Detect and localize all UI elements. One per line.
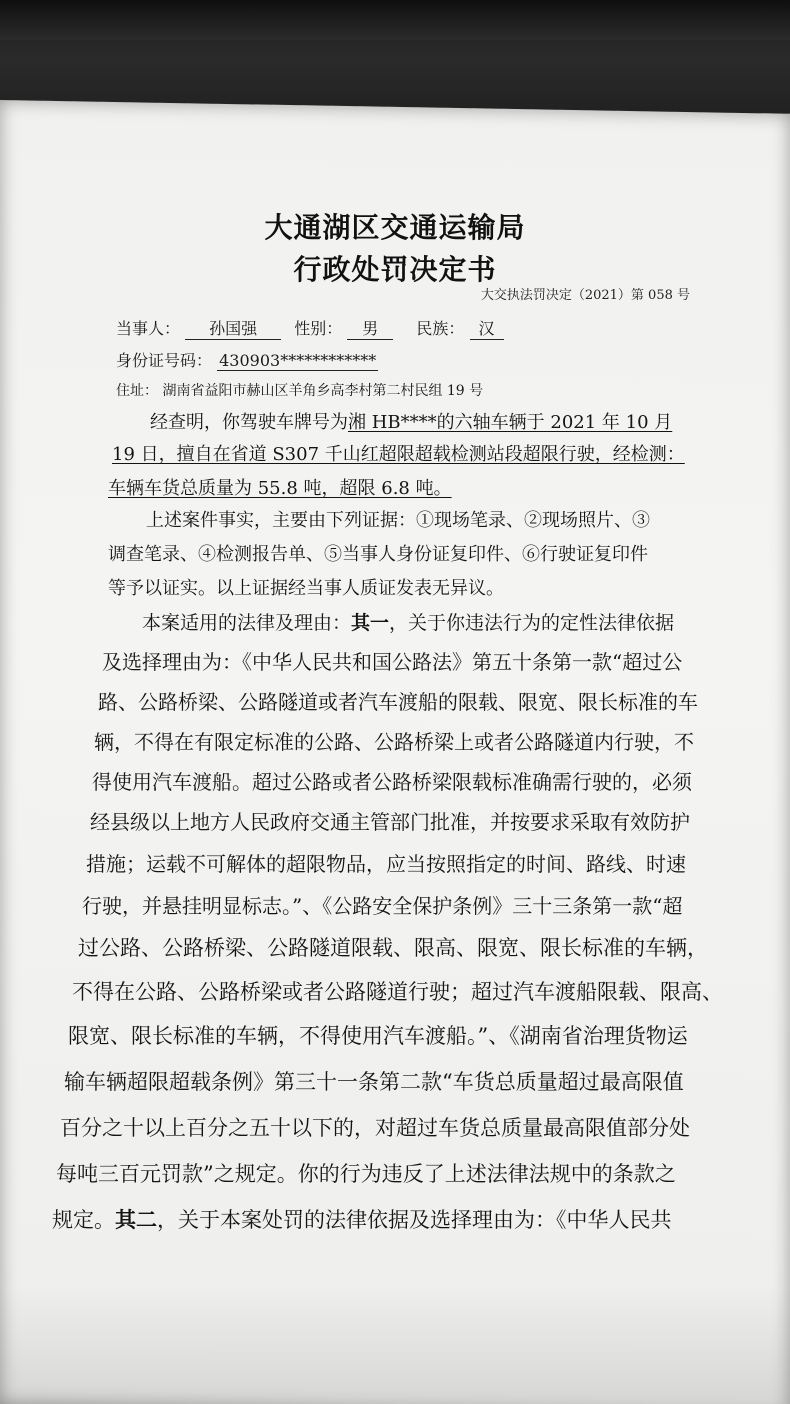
id-number: 430903************ (219, 351, 377, 370)
ethnicity-label: 民族： (416, 319, 465, 338)
address-label: 住址： (116, 383, 158, 399)
law-line-9: 过公路、公路桥梁、公路隧道限载、限高、限宽、限长标准的车辆， (78, 936, 708, 960)
address-value: 湖南省益阳市赫山区羊角乡高李村第二村民组 19 号 (162, 383, 484, 399)
ethnicity-value: 汉 (470, 316, 504, 340)
law-line-11: 限宽、限长标准的车辆，不得使用汽车渡船。”、《湖南省治理货物运 (68, 1024, 688, 1048)
party-name: 孙国强 (185, 316, 281, 340)
law-line-2: 及选择理由为：《中华人民共和国公路法》第五十条第一款“超过公 (102, 650, 683, 674)
law-line-15-rest: ，关于本案处罚的法律依据及选择理由为：《中华人民共 (157, 1208, 672, 1232)
law-line-15 (52, 1204, 672, 1234)
facts-underlined-1: 湘 HB****的六轴车辆于 2021 年 10 月 (348, 412, 673, 433)
document-title-authority: 大通湖区交通运输局 (264, 211, 526, 244)
law-line-5: 得使用汽车渡船。超过公路或者公路桥梁限载标准确需行驶的，必须 (92, 770, 692, 794)
law-line-15-start: 规定。 (52, 1208, 115, 1232)
law-line-8: 行驶，并悬挂明显标志。”、《公路安全保护条例》三十三条第一款“超 (82, 894, 683, 918)
law-line-13: 百分之十以上百分之五十以下的，对超过车货总质量最高限值部分处 (60, 1116, 690, 1140)
law-line-4: 辆，不得在有限定标准的公路、公路桥梁上或者公路隧道内行驶，不 (94, 730, 694, 754)
id-line (116, 348, 378, 371)
law-line-1-rest: ，关于你违法行为的定性法律依据 (389, 612, 675, 634)
document-title-type: 行政处罚决定书 (293, 253, 497, 286)
law-line-1 (142, 608, 674, 635)
id-label: 身份证号码： (116, 351, 213, 370)
bottom-shadow (0, 1284, 790, 1404)
facts-prefix: 经查明，你驾驶车牌号为 (150, 412, 348, 433)
law-line-12: 输车辆超限超载条例》第三十一条第二款“车货总质量超过最高限值 (64, 1070, 684, 1094)
evidence-line-1: 上述案件事实，主要由下列证据：①现场笔录、②现场照片、③ (146, 510, 650, 531)
facts-line-1 (150, 408, 672, 434)
law-line-10: 不得在公路、公路桥梁或者公路隧道行驶；超过汽车渡船限载、限高、 (72, 980, 723, 1004)
law-line-6: 经县级以上地方人民政府交通主管部门批准，并按要求采取有效防护 (90, 810, 690, 834)
facts-line-3: 车辆车货总质量为 55.8 吨，超限 6.8 吨。 (108, 478, 452, 499)
document-number: 大交执法罚决定（2021）第 058 号 (480, 288, 690, 303)
gender-value: 男 (347, 316, 393, 340)
evidence-line-3: 等予以证实。以上证据经当事人质证发表无异议。 (108, 578, 504, 599)
evidence-line-2: 调查笔录、④检测报告单、⑤当事人身份证复印件、⑥行驶证复印件 (108, 544, 648, 565)
law-intro: 本案适用的法律及理由： (142, 612, 352, 634)
law-first-point: 其一 (351, 612, 390, 634)
address-line (116, 380, 483, 400)
facts-line-2: 19 日，擅自在省道 S307 千山红超限超载检测站段超限行驶，经检测： (112, 444, 685, 465)
party-label: 当事人： (116, 319, 181, 338)
gender-label: 性别： (294, 319, 343, 338)
law-second-point: 其二 (115, 1207, 157, 1232)
party-line (116, 316, 504, 340)
law-line-7: 措施；运载不可解体的超限物品，应当按照指定的时间、路线、时速 (86, 852, 686, 876)
law-line-3: 路、公路桥梁、公路隧道或者汽车渡船的限载、限宽、限长标准的车 (98, 690, 698, 714)
law-line-14: 每吨三百元罚款”之规定。你的行为违反了上述法律法规中的条款之 (56, 1162, 676, 1186)
